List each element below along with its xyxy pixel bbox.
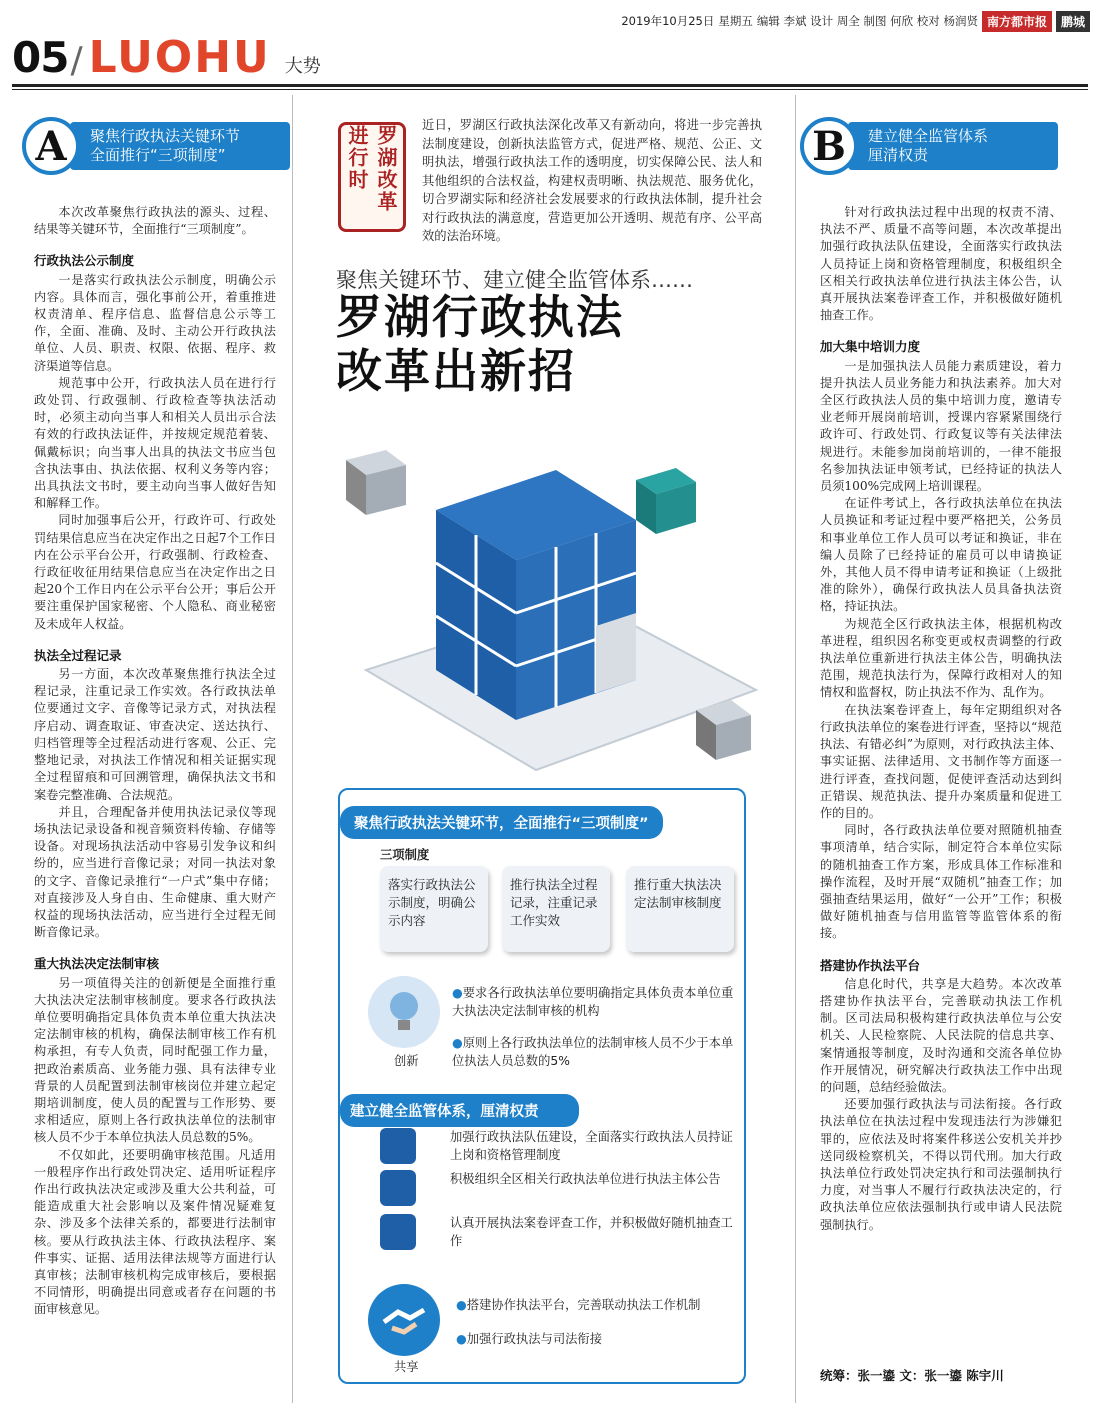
section-b-title [848,122,1058,170]
innovation-text: 要求各行政执法单位要明确指定具体负责本单位重大执法决定法制审核的机构 [452,986,734,1018]
share-point [456,1296,746,1314]
checklist-icon [380,1214,416,1250]
paragraph: 本次改革聚焦行政执法的源头、过程、结果等关键环节，全面推行“三项制度”。 [34,205,276,237]
masthead [12,32,321,82]
system-card: 推行重大执法决定法制审核制度 [626,866,734,952]
column-b [820,204,1062,1234]
bullet-icon: ● [452,986,463,1000]
paragraph: 另一方面，本次改革聚焦推行执法全过程记录，注重记录工作实效。各行政执法单位要通过文字、音像等记录方式，对执法程序启动、调查取证、审查决定、送达执行、归档管理等全过程活动进行客观、公正、完整地记录，对执法工作情况和相关证据实现全过程留痕和可回溯管理，确保执法文书和案卷完整准确、合法规范。 [34,667,276,802]
lightbulb-icon [368,976,440,1048]
subheading: 执法全过程记录 [34,647,122,663]
subheading: 搭建协作执法平台 [820,957,921,973]
share-point [456,1330,746,1348]
section-a-title-line: 聚焦行政执法关键环节 [90,127,241,145]
headline-line: 改革出新招 [336,344,576,398]
page-number: 05 [12,33,69,82]
innovation-label: 创新 [394,1054,419,1068]
lead-paragraph: 近日，罗湖区行政执法深化改革又有新动向，将进一步完善执法制度建设，创新执法监管方式，促进严格、规范、公正、文明执法，增强行政执法工作的透明度，切实保障公民、法人和其他组织的合法权益，构建权责明晰、执法规范、服务优化，切合罗湖实际和经济社会发展要求的行政执法体制，提升社会对行政执法的满意度，营造更加公开透明、规范有序、公平高效的法治环境。 [422,118,762,243]
paragraph: 规范事中公开，行政执法人员在进行行政处罚、行政强制、行政检查等执法活动时，必须主动向当事人和相关人员出示合法有效的行政执法证件，并按规定规范着装、佩戴标识；向当事人出具的执法文书应当包含执法事由、执法依据、权利义务等内容；出具执法文书时，要主动向当事人做好告知和解释工作。 [34,375,276,511]
byline: 统筹：张一鎏 文：张一鎏 陈宇川 [820,1368,1004,1383]
innovation-text: 原则上各行政执法单位的法制审核人员不少于本单位执法人员总数的5% [452,1036,734,1068]
staff-credits: 编辑 李斌 设计 周全 制图 何欣 校对 杨润贤 [756,14,978,28]
section-b-title-line: 建立健全监管体系 [868,127,989,145]
supervision-item: 认真开展执法案卷评查工作，并积极做好随机抽查工作 [450,1216,733,1248]
floating-box-icon [696,700,751,760]
section-a-title-line: 全面推行“三项制度” [90,146,226,164]
section-b-badge [800,120,1058,172]
header-rule [12,84,1088,87]
bullet-icon: ● [452,1036,463,1050]
bullet-icon: ● [456,1332,467,1346]
paragraph: 信息化时代，共享是大趋势。本次改革搭建协作执法平台，完善联动执法工作机制。区司法局积极构建行政执法单位与公安机关、人民检察院、人民法院的信息共享、案情通报等制度，及时沟通和交流各单位协作开展情况，研究解决行政执法工作中出现的问题，总结经验做法。 [820,976,1062,1094]
column-divider [292,95,293,1403]
supervision-item: 加强行政执法队伍建设，全面落实行政执法人员持证上岗和资格管理制度 [450,1130,733,1162]
team-icon [380,1128,416,1164]
section-letter: A [22,117,80,175]
rubiks-cube-illustration [336,430,766,790]
paragraph: 不仅如此，还要明确审核范围。凡适用一般程序作出行政处罚决定、适用听证程序作出行政执法决定或涉及重大公共利益，可能造成重大社会影响以及案件情况疑难复杂、涉及多个法律关系的，都要进行法制审核。要从行政执法主体、行政执法程序、案件事实、证据、适用法律法规等方面进行认真审核；法制审核机构完成审核后，要根据不同情形，明确提出同意或者存在问题的书面审核意见。 [34,1147,276,1317]
supervision-banner: 建立健全监管体系，厘清权责 [340,1094,579,1127]
share-text: 搭建协作执法平台，完善联动执法工作机制 [466,1298,701,1312]
issue-weekday: 星期五 [718,14,753,28]
system-card: 落实行政执法公示制度，明确公示内容 [380,866,488,952]
region-title: LUOHU [88,32,271,83]
slash-divider: / [70,40,83,81]
paragraph: 另一项值得关注的创新便是全面推行重大执法决定法制审核制度。要求各行政执法单位要明确指定具体负责本单位重大执法决定法制审核的机构，确保法制审核工作有机构承担，有专人负责，同时配强工作力量，把政治素质高、业务能力强、具有法律专业背景的人员配置到法制审核岗位并建立起定期培训制度，使人员的配置与工作形势、要求相适应，原则上各行政执法单位的法制审核人员不少于本单位执法人员总数的5%。 [34,975,276,1145]
innovation-point [452,1034,740,1070]
bullet-icon: ● [456,1298,467,1312]
paragraph: 为规范全区行政执法主体，根据机构改革进程，组织因名称变更或权责调整的行政执法单位重新进行执法主体公告，明确执法范围，规范执法行为，保障行政相对人的知情权和监督权，防止执法不作为、乱作为。 [820,616,1062,700]
headline [336,290,624,398]
supervision-item: 积极组织全区相关行政执法单位进行执法主体公告 [450,1172,721,1186]
paragraph: 同时，各行政执法单位要对照随机抽查事项清单，结合实际，制定符合本单位实际的随机抽查工作方案，形成具体工作标准和操作流程，及时开展“双随机”抽查工作；加强抽查结果运用，做好“一公开”工作；积极做好随机抽查与信用监管等监管体系的衔接。 [820,823,1062,941]
system-card: 推行执法全过程记录，注重记录工作实效 [502,866,610,952]
subheadline: 聚焦关键环节、建立健全监管体系…… [336,268,693,292]
paragraph: 一是加强执法人员能力素质建设，着力提升执法人员业务能力和执法素养。加大对全区行政执法人员的集中培训力度，邀请专业老师开展岗前培训，授课内容紧紧围绕行政许可、行政处罚、行政复议等有关法律法规进行。未能参加岗前培训的，一律不能报名参加执法证申领考试，已经持证的执法人员须100%完成网上培训课程。 [820,358,1062,494]
section-b-title-line: 厘清权责 [868,146,929,164]
subheading: 加大集中培训力度 [820,339,921,355]
column-a [34,204,276,1319]
header-rule-thin [12,89,1088,90]
notice-board-icon [380,1170,416,1206]
floating-box-icon [346,450,406,515]
paragraph: 同时加强事后公开，行政许可、行政处罚结果信息应当在决定作出之日起7个工作日内在公示平台公开，行政强制、行政检查、行政征收征用结果信息应当在决定作出之日起20个工作日内在公示平台公开；事后公开要注重保护国家秘密、个人隐私、商业秘密及未成年人权益。 [34,513,276,631]
subheading: 重大执法决定法制审核 [34,956,160,972]
share-label: 共享 [394,1360,419,1374]
paragraph: 还要加强行政执法与司法衔接。各行政执法单位在执法过程中发现违法行为涉嫌犯罪的，应依法及时将案件移送公安机关并抄送同级检察机关，不得以罚代刑。加大行政执法单位行政处罚决定执行和司法强制执行力度，对当事人不履行行政执法决定的，行政执法单位应依法强制执行或申请人民法院强制执行。 [820,1097,1062,1232]
subheading: 行政执法公示制度 [34,253,135,269]
paragraph: 针对行政执法过程中出现的权责不清、执法不严、质量不高等问题，本次改革提出加强行政执法队伍建设，全面落实行政执法人员持证上岗和资格管理制度，积极组织全区相关行政执法单位进行执法主体公告，认真开展执法案卷评查工作，并积极做好随机抽查工作。 [820,205,1062,323]
cube-icon [436,470,636,720]
share-text: 加强行政执法与司法衔接 [466,1332,603,1346]
floating-cube-icon [636,468,696,534]
section-title: 大势 [284,56,321,77]
paragraph: 在证件考试上，各行政执法单位在执法人员换证和考证过程中要严格把关，公务员和事业单位工作人员可以考证和换证，非在编人员除了已经持证的雇员可以申请换证外，其他人员不得申请考证和换证（上级批准的除外），确保行政执法人员具备执法资格，持证执法。 [820,496,1062,614]
reform-seal-logo: 罗湖改革进行时 [338,122,406,232]
headline-line: 罗湖行政执法 [336,290,624,344]
three-systems-label: 三项制度 [380,848,430,862]
top-info-bar [560,8,1090,34]
handshake-icon [368,1284,440,1356]
innovation-point [452,984,740,1020]
section-a-title [70,122,290,170]
paragraph: 在执法案卷评查上，每年定期组织对各行政执法单位的案卷进行评查，坚持以“规范执法、有错必纠”为原则，对行政执法主体、事实证据、法律适用、文书制作等方面逐一进行评查，查找问题，促使评查活动达到纠正错误、规范执法、提升办案质量和促进工作的目的。 [820,702,1062,820]
section-letter: B [800,117,858,175]
paragraph: 并且，合理配备并使用执法记录仪等现场执法记录设备和视音频资料传输、存储等设备。对现场执法活动中容易引发争议和纠纷的，应当进行音像记录；对同一执法对象的文字、音像记录推行“一户式”集中存储；对直接涉及人身自由、生命健康、重大财产权益的现场执法活动，应当进行全过程无间断音像记录。 [34,804,276,940]
supplement-logo: 鹏城 [1056,11,1090,32]
infographic-banner: 聚焦行政执法关键环节，全面推行“三项制度” [340,806,663,839]
paragraph: 一是落实行政执法公示制度，明确公示内容。具体而言，强化事前公开，着重推进权责清单、程序信息、监督信息公示等工作，全面、准确、及时、主动公开行政执法单位、人员、职责、权限、依据、程序、救济渠道等信息。 [34,272,276,373]
newspaper-logo: 南方都市报 [982,11,1052,32]
column-divider [795,95,796,1403]
section-a-badge [22,120,290,172]
issue-date: 2019年10月25日 [621,14,715,28]
